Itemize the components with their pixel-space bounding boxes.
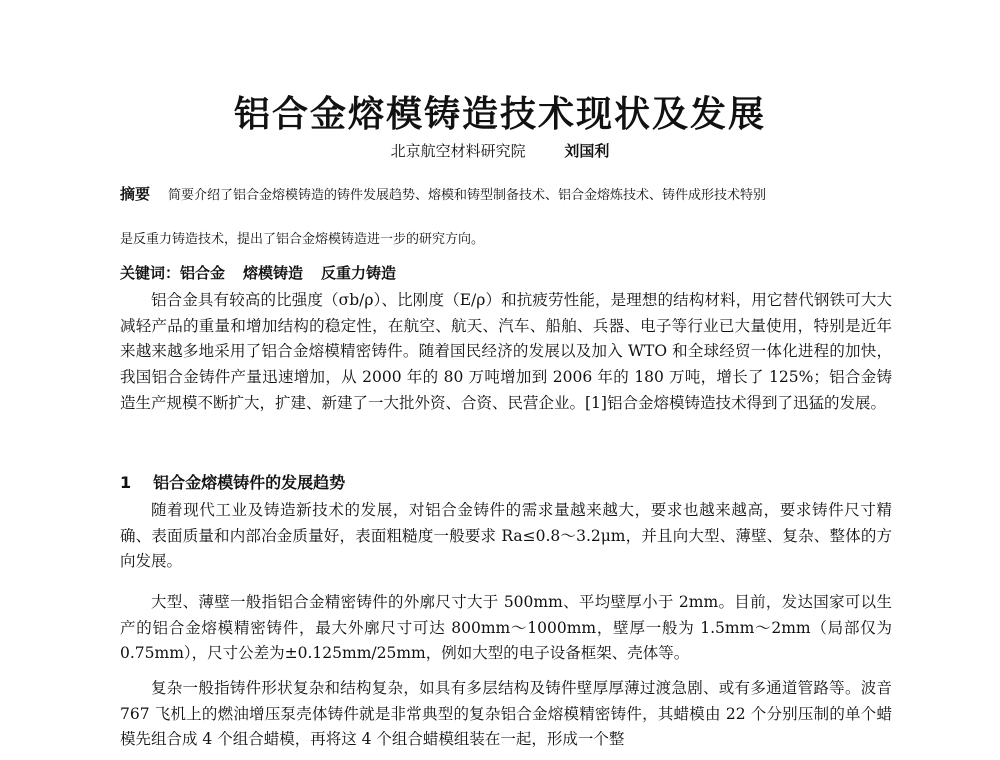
paper-title: 铝合金熔模铸造技术现状及发展	[233, 94, 766, 135]
abstract-label: 摘要	[120, 185, 151, 203]
affiliation: 北京航空材料研究院	[390, 142, 526, 160]
abstract-line-2	[120, 229, 890, 251]
section-number: 1	[120, 473, 132, 492]
keyword: 反重力铸造	[321, 264, 397, 282]
abstract-text-1: 简要介绍了铝合金熔模铸造的铸件发展趋势、熔模和铸型制备技术、铝合金熔炼技术、铸件成形技术特别	[168, 188, 767, 203]
keyword: 熔模铸造	[243, 264, 304, 282]
section-heading	[120, 470, 892, 493]
keyword: 铝合金	[180, 264, 226, 282]
intro-paragraph: 铝合金具有较高的比强度（σb/ρ）、比刚度（E/ρ）和抗疲劳性能，是理想的结构材料，用它替代钢铁可大大减轻产品的重量和增加结构的稳定性，在航空、航天、汽车、船舶、兵器、电子等行业已大量使用，特别是近年来越来越多地采用了铝合金熔模精密铸件。随着国民经济的发展以及加入 WTO 和全球经贸一体化进程的加快，我国铝合金铸件产量迅速增加，从 2000 年的 80 万吨增加到 2006 年的 180 万吨，增长了 125%；铝合金铸造生产规模不断扩大，扩建、新建了一大批外资、合资、民营企业。[1]铝合金熔模铸造技术得到了迅猛的发展。	[120, 291, 892, 412]
byline	[0, 140, 1000, 161]
section-title: 铝合金熔模铸件的发展趋势	[153, 473, 346, 492]
author: 刘国利	[564, 142, 610, 160]
section-paragraph-3: 复杂一般指铸件形状复杂和结构复杂，如具有多层结构及铸件壁厚厚薄过渡急剧、或有多通道管路等。波音 767 飞机上的燃油增压泵壳体铸件就是非常典型的复杂铝合金熔模精密铸件，其蜡模由 22 个分别压制的单个蜡模先组合成 4 个组合蜡模，再将这 4 个组合蜡模组装在一起，形成一个整	[120, 679, 892, 749]
keywords-label: 关键词：	[120, 264, 181, 282]
abstract-line-1	[120, 183, 890, 207]
section-paragraph-1: 随着现代工业及铸造新技术的发展，对铝合金铸件的需求量越来越大，要求也越来越高，要求铸件尺寸精确、表面质量和内部冶金质量好，表面粗糙度一般要求 Ra≤0.8～3.2μm，并且向大型、薄壁、复杂、整体的方向发展。	[120, 501, 892, 571]
keywords	[120, 262, 890, 283]
abstract-text-2: 是反重力铸造技术，提出了铝合金熔模铸造进一步的研究方向。	[120, 232, 485, 247]
section-paragraph-2: 大型、薄壁一般指铝合金精密铸件的外廓尺寸大于 500mm、平均壁厚小于 2mm。目前，发达国家可以生产的铝合金熔模精密铸件，最大外廓尺寸可达 800mm～1000mm，壁厚一般为 1.5mm～2mm（局部仅为 0.75mm），尺寸公差为±0.125mm/25mm，例如大型的电子设备框架、壳体等。	[120, 593, 892, 663]
